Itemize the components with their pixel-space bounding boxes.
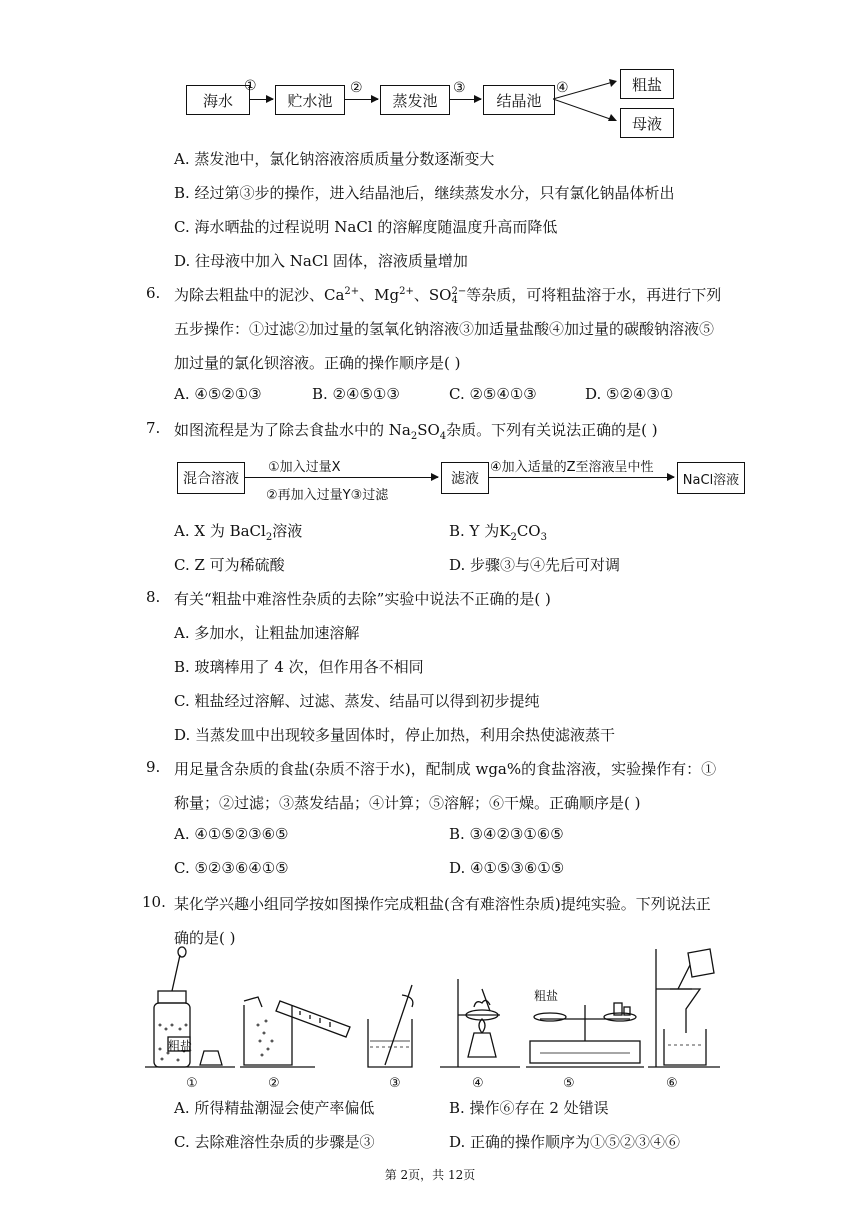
q6-option-d: D. ⑤②④③①	[585, 385, 674, 403]
page-footer: 第 2页，共 12页	[384, 1168, 476, 1182]
q8-number: 8.	[146, 588, 161, 606]
q6-option-b: B. ②④⑤①③	[312, 385, 400, 403]
q7-option-b: B. Y 为$K_2CO_3$	[449, 522, 547, 543]
q6-option-a: A. ④⑤②①③	[174, 385, 262, 403]
q9-option-d: D. ④①⑤③⑥①⑤	[449, 859, 565, 877]
q10-option-d: D. 正确的操作顺序为①⑤②③④⑥	[449, 1133, 681, 1151]
q7-flow-arrow-2	[488, 477, 674, 478]
q10-option-c: C. 去除难溶性杂质的步骤是③	[174, 1133, 375, 1151]
q8-option-c: C. 粗盐经过溶解、过滤、蒸发、结晶可以得到初步提纯	[174, 692, 540, 710]
q6-stem-line1: 为除去粗盐中的泥沙、$Ca^{2+}$、$Mg^{2+}$、SO2− 4 等杂质，可将粗盐溶于水，再进行下列	[174, 286, 722, 306]
flow-box-reservoir: 贮水池	[275, 85, 345, 115]
balance-label: 粗盐	[534, 989, 559, 1003]
q5-option-d: D. 往母液中加入 NaCl 固体，溶液质量增加	[174, 252, 468, 270]
balance-scene	[526, 1003, 644, 1067]
q7-flow-label-top: ①加入过量X	[268, 460, 341, 475]
q9-option-b: B. ③④②③①⑥⑤	[449, 825, 564, 843]
q8-stem: 有关“粗盐中难溶性杂质的去除”实验中说法不正确的是( )	[174, 590, 551, 608]
flow-box-crystallization: 结晶池	[483, 85, 555, 115]
jar-label: 粗盐	[168, 1039, 193, 1053]
q7-number: 7.	[146, 419, 161, 437]
figure-caption-2: ②	[268, 1076, 280, 1091]
figure-caption-6: ⑥	[666, 1076, 678, 1091]
q7-flow-label-right: ④加入适量的Z至溶液呈中性	[490, 460, 654, 475]
q6-number: 6.	[146, 284, 161, 302]
flow-step-4: ④	[556, 80, 569, 96]
q7-option-d: D. 步骤③与④先后可对调	[449, 556, 621, 574]
flow-step-2: ②	[350, 80, 363, 96]
q9-option-a: A. ④①⑤②③⑥⑤	[174, 825, 289, 843]
flow-box-evaporation: 蒸发池	[380, 85, 450, 115]
q5-option-b: B. 经过第③步的操作，进入结晶池后，继续蒸发水分，只有氯化钠晶体析出	[174, 184, 675, 202]
q7-flow-arrow-1	[244, 477, 438, 478]
q7-option-c: C. Z 可为稀硫酸	[174, 556, 285, 574]
filter-scene	[648, 949, 720, 1067]
flow-box-mother-liquor: 母液	[620, 108, 674, 138]
flow-box-crude-salt: 粗盐	[620, 69, 674, 99]
q7-flow-label-bottom: ②再加入过量Y③过滤	[266, 488, 389, 503]
q8-option-a: A. 多加水，让粗盐加速溶解	[174, 624, 360, 642]
figure-caption-1: ①	[186, 1076, 198, 1091]
flow-box-seawater: 海水	[186, 85, 250, 115]
q9-stem-line1: 用足量含杂质的食盐(杂质不溶于水)，配制成 wga%的食盐溶液，实验操作有：①	[174, 760, 717, 778]
flow-branch-arrows	[553, 70, 623, 130]
q7-flow-box-nacl: NaCl溶液	[677, 462, 745, 494]
q10-number: 10.	[142, 893, 166, 911]
q5-option-a: A. 蒸发池中，氯化钠溶液溶质质量分数逐渐变大	[174, 150, 495, 168]
q7-flow-box-mixed-solution: 混合溶液	[177, 462, 245, 494]
figure-caption-4: ④	[472, 1076, 484, 1091]
q8-option-b: B. 玻璃棒用了 4 次，但作用各不相同	[174, 658, 424, 676]
q10-stem-line2: 确的是( )	[174, 929, 236, 947]
apparatus-figure	[140, 945, 730, 1075]
figure-caption-5: ⑤	[563, 1076, 575, 1091]
flow-step-1: ①	[244, 78, 257, 94]
flow-arrow-3	[449, 99, 481, 100]
figure-caption-3: ③	[389, 1076, 401, 1091]
flow-arrow-1	[249, 99, 273, 100]
q9-option-c: C. ⑤②③⑥④①⑤	[174, 859, 289, 877]
q9-stem-line2: 称量；②过滤；③蒸发结晶；④计算；⑤溶解；⑥干燥。正确顺序是( )	[174, 794, 641, 812]
q7-flow-box-filtrate: 滤液	[441, 462, 489, 494]
q6-stem-line3: 加过量的氯化钡溶液。正确的操作顺序是( )	[174, 354, 461, 372]
q10-stem-line1: 某化学兴趣小组同学按如图操作完成粗盐(含有难溶性杂质)提纯实验。下列说法正	[174, 895, 711, 913]
q8-option-d: D. 当蒸发皿中出现较多量固体时，停止加热，利用余热使滤液蒸干	[174, 726, 616, 744]
q7-stem: 如图流程是为了除去食盐水中的 $Na_2SO_4$杂质。下列有关说法正确的是( )	[174, 421, 658, 442]
q6-stem-line2: 五步操作：①过滤②加过量的氢氧化钠溶液③加适量盐酸④加过量的碳酸钠溶液⑤	[174, 320, 715, 338]
stir-scene	[368, 985, 413, 1067]
flow-arrow-2	[344, 99, 378, 100]
q6-option-c: C. ②⑤④①③	[449, 385, 537, 403]
q10-option-a: A. 所得精盐潮湿会使产率偏低	[174, 1099, 375, 1117]
flow-step-3: ③	[453, 80, 466, 96]
q9-number: 9.	[146, 758, 161, 776]
pour-scene	[240, 997, 350, 1067]
evaporate-scene	[440, 979, 520, 1067]
q10-option-b: B. 操作⑥存在 2 处错误	[449, 1099, 609, 1117]
q7-option-a: A. X 为 BaCl$_2$溶液	[174, 522, 303, 543]
q5-option-c: C. 海水晒盐的过程说明 NaCl 的溶解度随温度升高而降低	[174, 218, 558, 236]
